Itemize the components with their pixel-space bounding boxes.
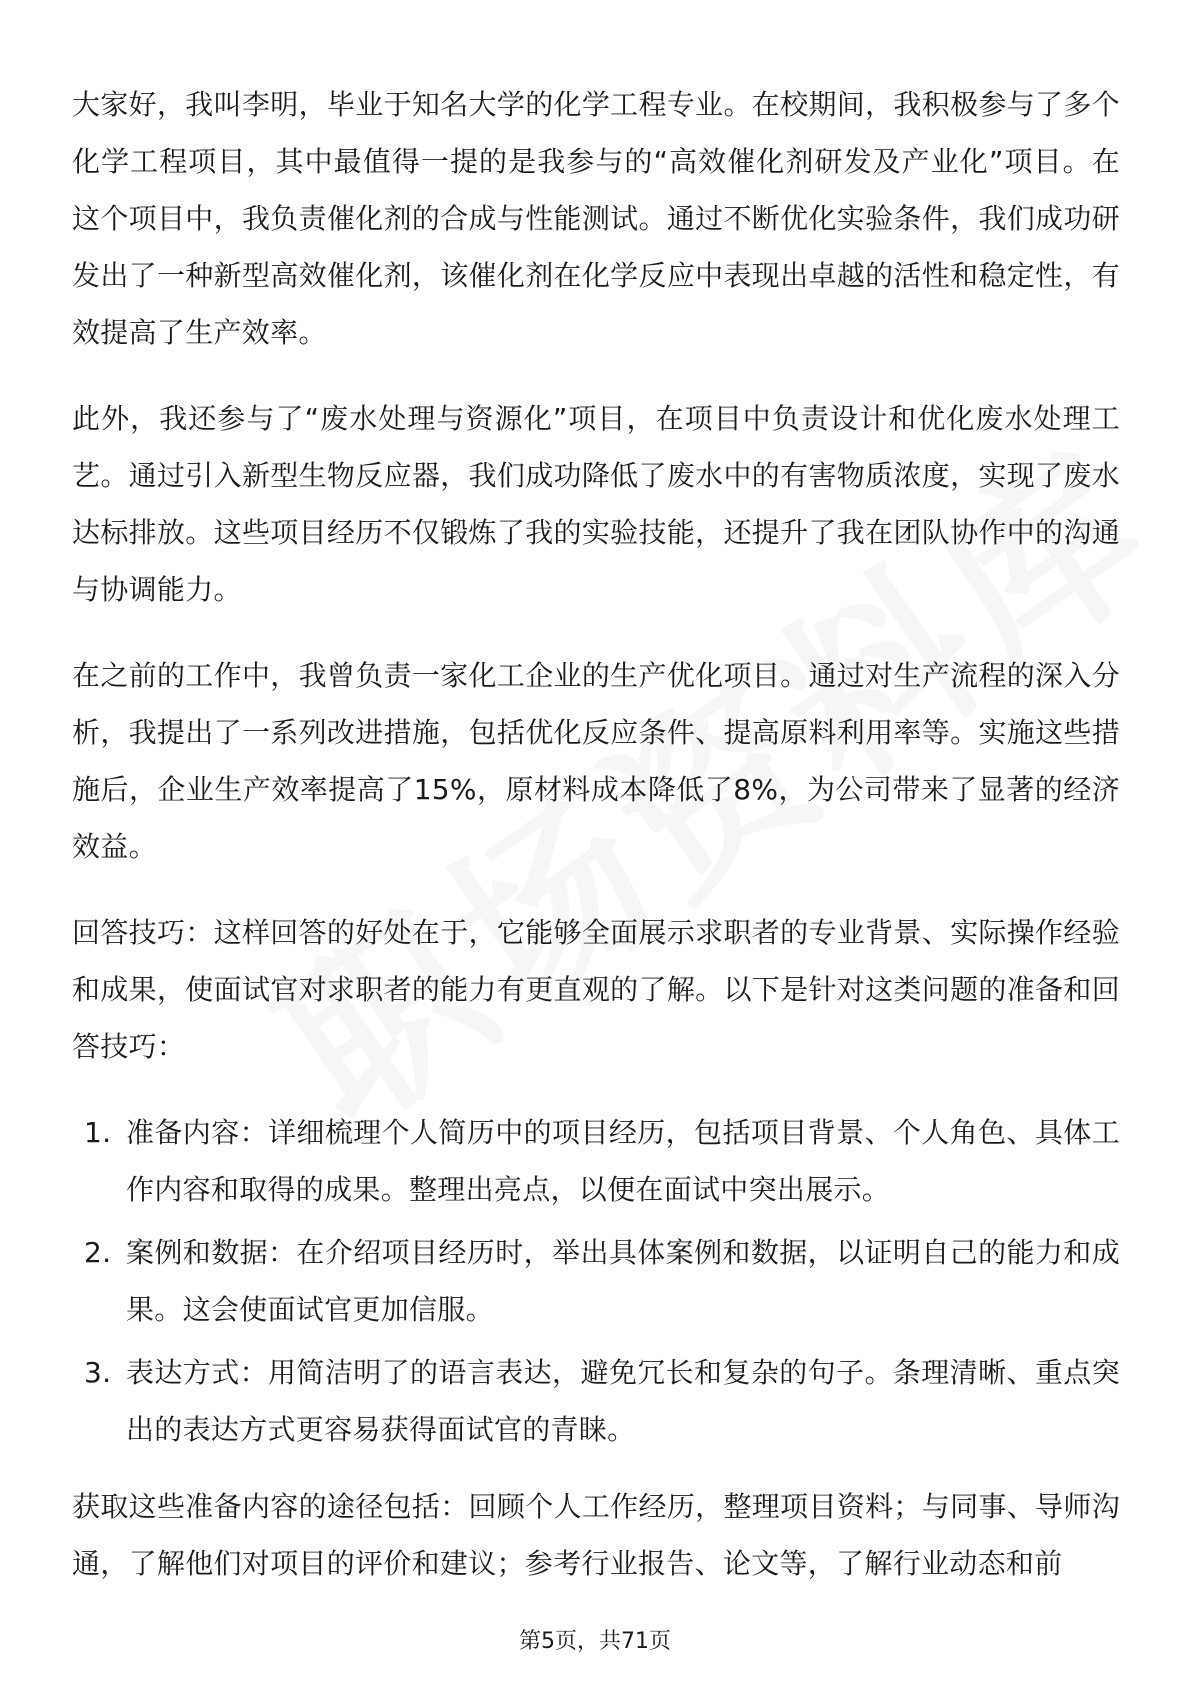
list-number: 3. xyxy=(84,1356,112,1389)
tips-list xyxy=(72,1104,1120,1458)
paragraph-wastewater: 此外，我还参与了“废水处理与资源化”项目，在项目中负责设计和优化废水处理工艺。通过引入新型生物反应器，我们成功降低了废水中的有害物质浓度，实现了废水达标排放。这些项目经历不仅锻炼了我的实验技能，还提升了我在团队协作中的沟通与协调能力。 xyxy=(72,402,1120,606)
list-item xyxy=(72,1344,1120,1458)
list-number: 1. xyxy=(84,1116,112,1149)
list-item xyxy=(72,1224,1120,1338)
page-number: 第5页，共71页 xyxy=(519,1629,671,1654)
paragraph-answer-tips: 回答技巧：这样回答的好处在于，它能够全面展示求职者的专业背景、实际操作经验和成果，使面试官对求职者的能力有更直观的了解。以下是针对这类问题的准备和回答技巧： xyxy=(72,916,1120,1063)
paragraph-intro: 大家好，我叫李明，毕业于知名大学的化学工程专业。在校期间，我积极参与了多个化学工程项目，其中最值得一提的是我参与的“高效催化剂研发及产业化”项目。在这个项目中，我负责催化剂的合成与性能测试。通过不断优化实验条件，我们成功研发出了一种新型高效催化剂，该催化剂在化学反应中表现出卓越的活性和稳定性，有效提高了生产效率。 xyxy=(72,88,1120,349)
list-item-text: 表达方式：用简洁明了的语言表达，避免冗长和复杂的句子。条理清晰、重点突出的表达方式更容易获得面试官的青睐。 xyxy=(126,1356,1120,1446)
list-number: 2. xyxy=(84,1236,112,1269)
paragraph-work-experience: 在之前的工作中，我曾负责一家化工企业的生产优化项目。通过对生产流程的深入分析，我提出了一系列改进措施，包括优化反应条件、提高原料利用率等。实施这些措施后，企业生产效率提高了15%，原材料成本降低了8%，为公司带来了显著的经济效益。 xyxy=(72,659,1120,863)
list-item-text: 准备内容：详细梳理个人简历中的项目经历，包括项目背景、个人角色、具体工作内容和取得的成果。整理出亮点，以便在面试中突出展示。 xyxy=(126,1116,1120,1206)
list-item-text: 案例和数据：在介绍项目经历时，举出具体案例和数据，以证明自己的能力和成果。这会使面试官更加信服。 xyxy=(126,1236,1120,1326)
paragraph-closing: 获取这些准备内容的途径包括：回顾个人工作经历，整理项目资料；与同事、导师沟通，了解他们对项目的评价和建议；参考行业报告、论文等，了解行业动态和前 xyxy=(72,1490,1120,1580)
list-item xyxy=(72,1104,1120,1218)
document-body xyxy=(72,76,1120,1621)
